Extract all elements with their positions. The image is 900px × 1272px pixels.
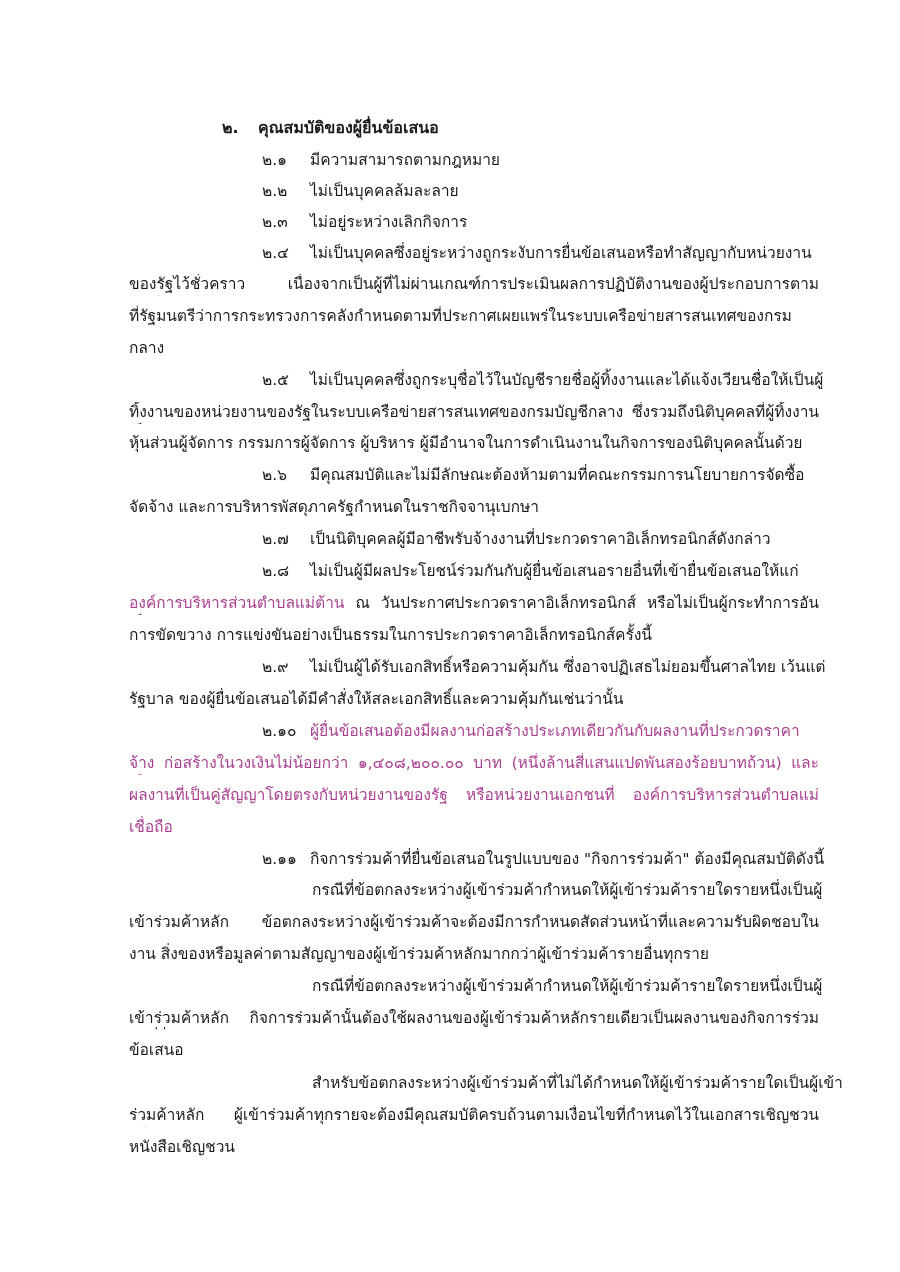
item-2-3 [262, 212, 467, 232]
item-2-4-line-3: ที่รัฐมนตรีว่าการกระทรวงการคลังกำหนดตามที่ประกาศเผยแพร่ในระบบเครือข่ายสารสนเทศของกรม [129, 307, 792, 325]
item-2-6-line-2: จัดจ้าง และการบริหารพัสดุภาครัฐกำหนดในราชกิจจานุเบกษา [129, 498, 539, 516]
item-2-5-line-3: หุ้นส่วนผู้จัดการ กรรมการผู้จัดการ ผู้บริหาร ผู้มีอำนาจในการดำเนินงานในกิจการของนิติบุคคลนั้นด้วย [129, 434, 803, 452]
item-number: ๒.๙ [262, 658, 289, 676]
item-2-5 [262, 370, 823, 390]
item-text: ไม่เป็นบุคคลซึ่งอยู่ระหว่างถูกระงับการยื่นข้อเสนอหรือทำสัญญากับหน่วยงาน [310, 244, 812, 262]
item-text: กิจการร่วมค้าที่ยื่นข้อเสนอในรูปแบบของ "กิจการร่วมค้า" ต้องมีคุณสมบัติดังนี้ [310, 850, 825, 868]
item-text: ไม่เป็นผู้ได้รับเอกสิทธิ์หรือความคุ้มกัน ซึ่งอาจปฏิเสธไม่ยอมขึ้นศาลไทย เว้นแต่ [310, 658, 826, 676]
item-number: ๒.๘ [262, 562, 290, 580]
item-2-1 [262, 150, 500, 170]
item-2-4-line-2: ของรัฐไว้ชั่วคราว เนื่องจากเป็นผู้ที่ไม่ผ่านเกณฑ์การประเมินผลการปฏิบัติงานของผู้ประกอบการตาม [129, 275, 819, 293]
item-number: ๒.๑ [262, 151, 287, 169]
item-2-7 [262, 529, 771, 549]
item-text: ไม่อยู่ระหว่างเลิกกิจการ [310, 213, 468, 231]
item-number: ๒.๒ [262, 182, 288, 200]
item-2-6 [262, 465, 804, 485]
item-number: ๒.๑๑ [262, 850, 297, 868]
item-2-10-line-2: จ้าง ก่อสร้างในวงเงินไม่น้อยกว่า ๑,๔๐๘,๒๐๐.๐๐ บาท (หนึ่งล้านสี่แสนแปดพันสองร้อยบาทถ้วน) และ [129, 754, 819, 772]
item-number: ๒.๓ [262, 213, 288, 231]
item-number: ๒.๗ [262, 530, 289, 548]
item-2-8 [262, 561, 799, 581]
item-number: ๒.๕ [262, 371, 289, 389]
item-2-8-line-2-rest: ณ วันประกาศประกวดราคาอิเล็กทรอนิกส์ หรือไม่เป็นผู้กระทำการอัน [355, 594, 819, 612]
joint-venture-case-c-line-1: สำหรับข้อตกลงระหว่างผู้เข้าร่วมค้าที่ไม่ได้กำหนดให้ผู้เข้าร่วมค้ารายใดเป็นผู้เข้า [312, 1074, 843, 1092]
joint-venture-case-b-line-2: เข้าร่วมค้าหลัก กิจการร่วมค้านั้นต้องใช้ผลงานของผู้เข้าร่วมค้าหลักรายเดียวเป็นผลงานของกิจการร่วม [129, 1009, 819, 1027]
joint-venture-case-b-line-3: ข้อเสนอ [129, 1041, 184, 1059]
section-heading [222, 118, 439, 138]
item-text: ไม่เป็นบุคคลซึ่งถูกระบุชื่อไว้ในบัญชีรายชื่อผู้ทิ้งงานและได้แจ้งเวียนชื่อให้เป็นผู้ [310, 371, 824, 389]
item-2-4 [262, 243, 812, 263]
section-number: ๒. [222, 118, 239, 137]
joint-venture-case-a-line-3: งาน สิ่งของหรือมูลค่าตามสัญญาของผู้เข้าร่วมค้าหลักมากกว่าผู้เข้าร่วมค้ารายอื่นทุกราย [129, 945, 709, 963]
item-2-10-line-3: ผลงานที่เป็นคู่สัญญาโดยตรงกับหน่วยงานของรัฐ หรือหน่วยงานเอกชนที่ องค์การบริหารส่วนตำบลแม่ [129, 786, 819, 804]
item-text: ไม่เป็นบุคคลล้มละลาย [310, 182, 459, 200]
joint-venture-case-c-line-3: หนังสือเชิญชวน [129, 1138, 235, 1156]
section-title: คุณสมบัติของผู้ยื่นข้อเสนอ [258, 118, 439, 137]
item-2-4-line-4: กลาง [129, 339, 165, 357]
item-text: มีคุณสมบัติและไม่มีลักษณะต้องห้ามตามที่คณะกรรมการนโยบายการจัดซื้อ [310, 466, 805, 484]
joint-venture-case-a-line-1: กรณีที่ข้อตกลงระหว่างผู้เข้าร่วมค้ากำหนดให้ผู้เข้าร่วมค้ารายใดรายหนึ่งเป็นผู้ [312, 881, 823, 899]
item-2-8-line-3: การขัดขวาง การแข่งขันอย่างเป็นธรรมในการประกวดราคาอิเล็กทรอนิกส์ครั้งนี้ [129, 626, 653, 644]
item-2-8-line-2 [129, 593, 819, 615]
item-2-11 [262, 849, 824, 869]
item-2-10-line-4: เชื่อถือ [129, 818, 173, 836]
item-text: เป็นนิติบุคคลผู้มีอาชีพรับจ้างงานที่ประกวดราคาอิเล็กทรอนิกส์ดังกล่าว [310, 530, 771, 548]
item-text: มีความสามารถตามกฎหมาย [310, 151, 501, 169]
item-text: ไม่เป็นผู้มีผลประโยชน์ร่วมกันกับผู้ยื่นข้อเสนอรายอื่นที่เข้ายื่นข้อเสนอให้แก่ [310, 562, 799, 580]
organization-name: องค์การบริหารส่วนตำบลแม่ต้าน [129, 594, 345, 612]
item-2-2 [262, 181, 459, 201]
item-2-5-line-2: ทิ้งงานของหน่วยงานของรัฐในระบบเครือข่ายสารสนเทศของกรมบัญชีกลาง ซึ่งรวมถึงนิติบุคคลที่ผู้ทิ้งงาน [129, 403, 819, 421]
item-2-9-line-2: รัฐบาล ของผู้ยื่นข้อเสนอได้มีคำสั่งให้สละเอกสิทธิ์และความคุ้มกันเช่นว่านั้น [129, 690, 624, 708]
joint-venture-case-a-line-2: เข้าร่วมค้าหลัก ข้อตกลงระหว่างผู้เข้าร่วมค้าจะต้องมีการกำหนดสัดส่วนหน้าที่และความรับผิดชอบใน [129, 913, 819, 931]
joint-venture-case-b-line-1: กรณีที่ข้อตกลงระหว่างผู้เข้าร่วมค้ากำหนดให้ผู้เข้าร่วมค้ารายใดรายหนึ่งเป็นผู้ [312, 977, 823, 995]
item-2-9 [262, 657, 826, 677]
item-number: ๒.๔ [262, 244, 289, 262]
joint-venture-case-c-line-2: ร่วมค้าหลัก ผู้เข้าร่วมค้าทุกรายจะต้องมีคุณสมบัติครบถ้วนตามเงื่อนไขที่กำหนดไว้ในเอกสารเชิญชวน [129, 1106, 819, 1124]
item-text: ผู้ยื่นข้อเสนอต้องมีผลงานก่อสร้างประเภทเดียวกันกับผลงานที่ประกวดราคา [310, 722, 800, 740]
item-number: ๒.๑๐ [262, 722, 297, 740]
item-2-10 [262, 721, 800, 741]
item-number: ๒.๖ [262, 466, 287, 484]
